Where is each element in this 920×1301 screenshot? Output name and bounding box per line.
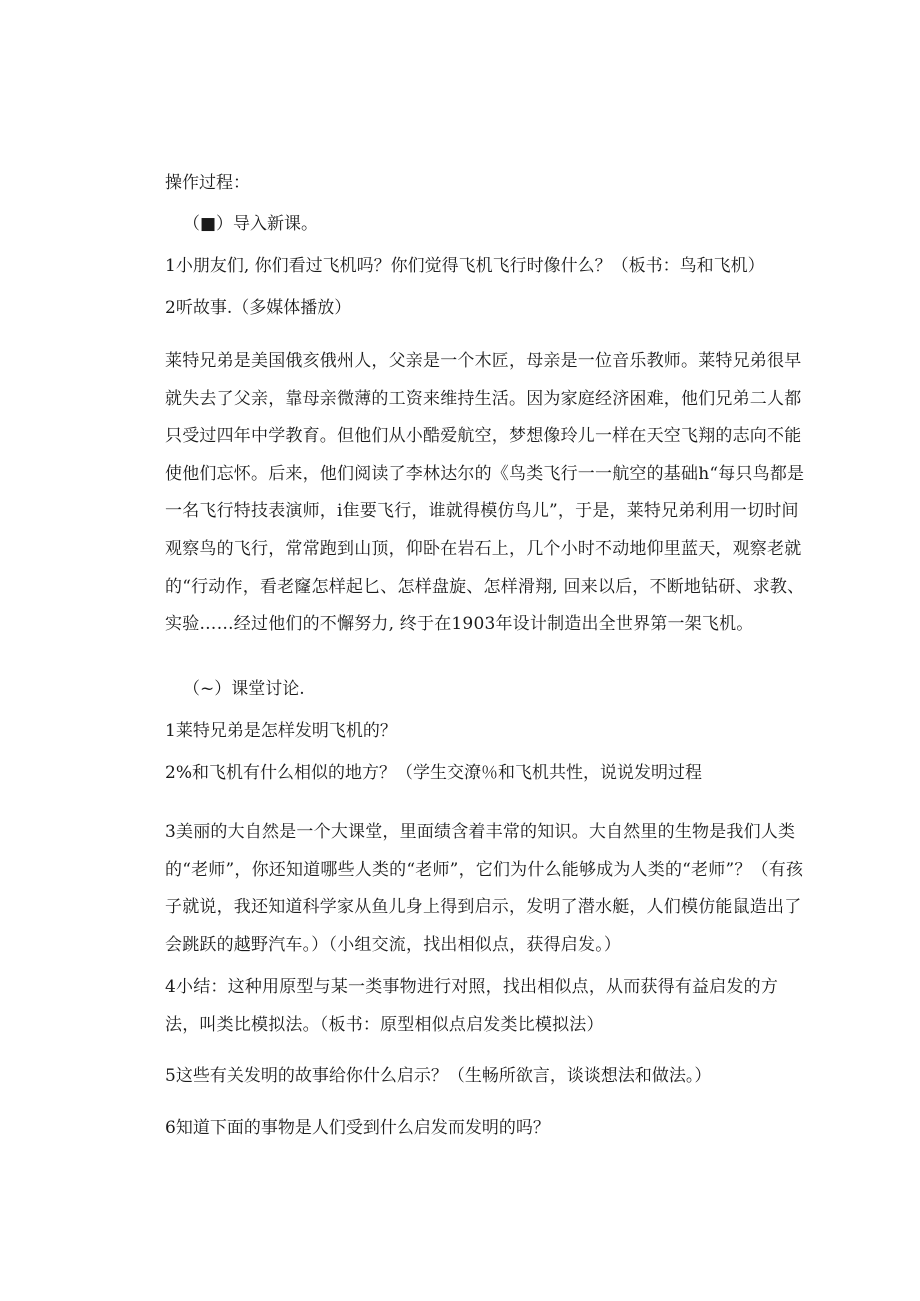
story-paragraph	[165, 343, 805, 644]
section-heading-discussion: （~）课堂讨论.	[183, 679, 305, 699]
document-heading: 操作过程：	[165, 173, 250, 193]
list-item: 5这些有关发明的故事给你什么启示？（生畅所欲言，谈谈想法和做法。）	[165, 1066, 712, 1086]
story-text: 莱特兄弟是美国俄亥俄州人，父亲是一个木匠，母亲是一位音乐教师。莱特兄弟很早就失去了父亲，靠母亲微薄的工资来维持生活。因为家庭经济困难，他们兄弟二人都只受过四年中学教育。但他们从小酷爱航空，梦想像玲儿一样在天空飞翔的志向不能使他们忘怀。后来，他们阅读了李林达尔的《鸟类飞行一一航空的基础h“每只鸟都是一名飞行特技表演师，i隹要飞行，谁就得模仿鸟儿”，于是，莱特兄弟利用一切时间观察鸟的飞行，常常跑到山顶，仰卧在岩石上，几个小时不动地仰里蓝天，观察老就的“行动作，看老窿怎样起匕、怎样盘旋、怎样滑翔, 回来以后，不断地钻研、求教、实验……经过他们的不懈努力, 终于在1903年设计制造出全世界第一架飞机。	[165, 351, 805, 635]
list-item: 6知道下面的事物是人们受到什么启发而发明的吗？	[165, 1118, 550, 1138]
discussion-paragraph	[165, 814, 805, 964]
summary-paragraph	[165, 969, 805, 1044]
list-item: 2%和飞机有什么相似的地方？（学生交潦％和飞机共性，说说发明过程	[165, 763, 702, 783]
list-item: 1小朋友们, 你们看过飞机吗？你们觉得飞机飞行时像什么？（板书：鸟和飞机）	[165, 256, 765, 276]
section-heading-intro: （■）导入新课。	[183, 214, 319, 234]
list-item: 3美丽的大自然是一个大课堂，里面绩含着丰常的知识。大自然里的生物是我们人类的“老师”，你还知道哪些人类的“老师”，它们为什么能够成为人类的“老师”？（有孩子就说，我还知道科学家从鱼儿身上得到启示，发明了潜水艇，人们模仿能鼠造出了会跳跃的越野汽车。）（小组交流，找出相似点，获得启发。）	[165, 822, 804, 955]
list-item: 2听故事.（多媒体播放）	[165, 298, 352, 318]
list-item: 1莱特兄弟是怎样发明飞机的？	[165, 721, 397, 741]
list-item: 4小结：这种用原型与某一类事物进行对照，找出相似点，从而获得有益启发的方法，叫类比模拟法。（板书：原型相似点启发类比模拟法）	[165, 977, 779, 1035]
